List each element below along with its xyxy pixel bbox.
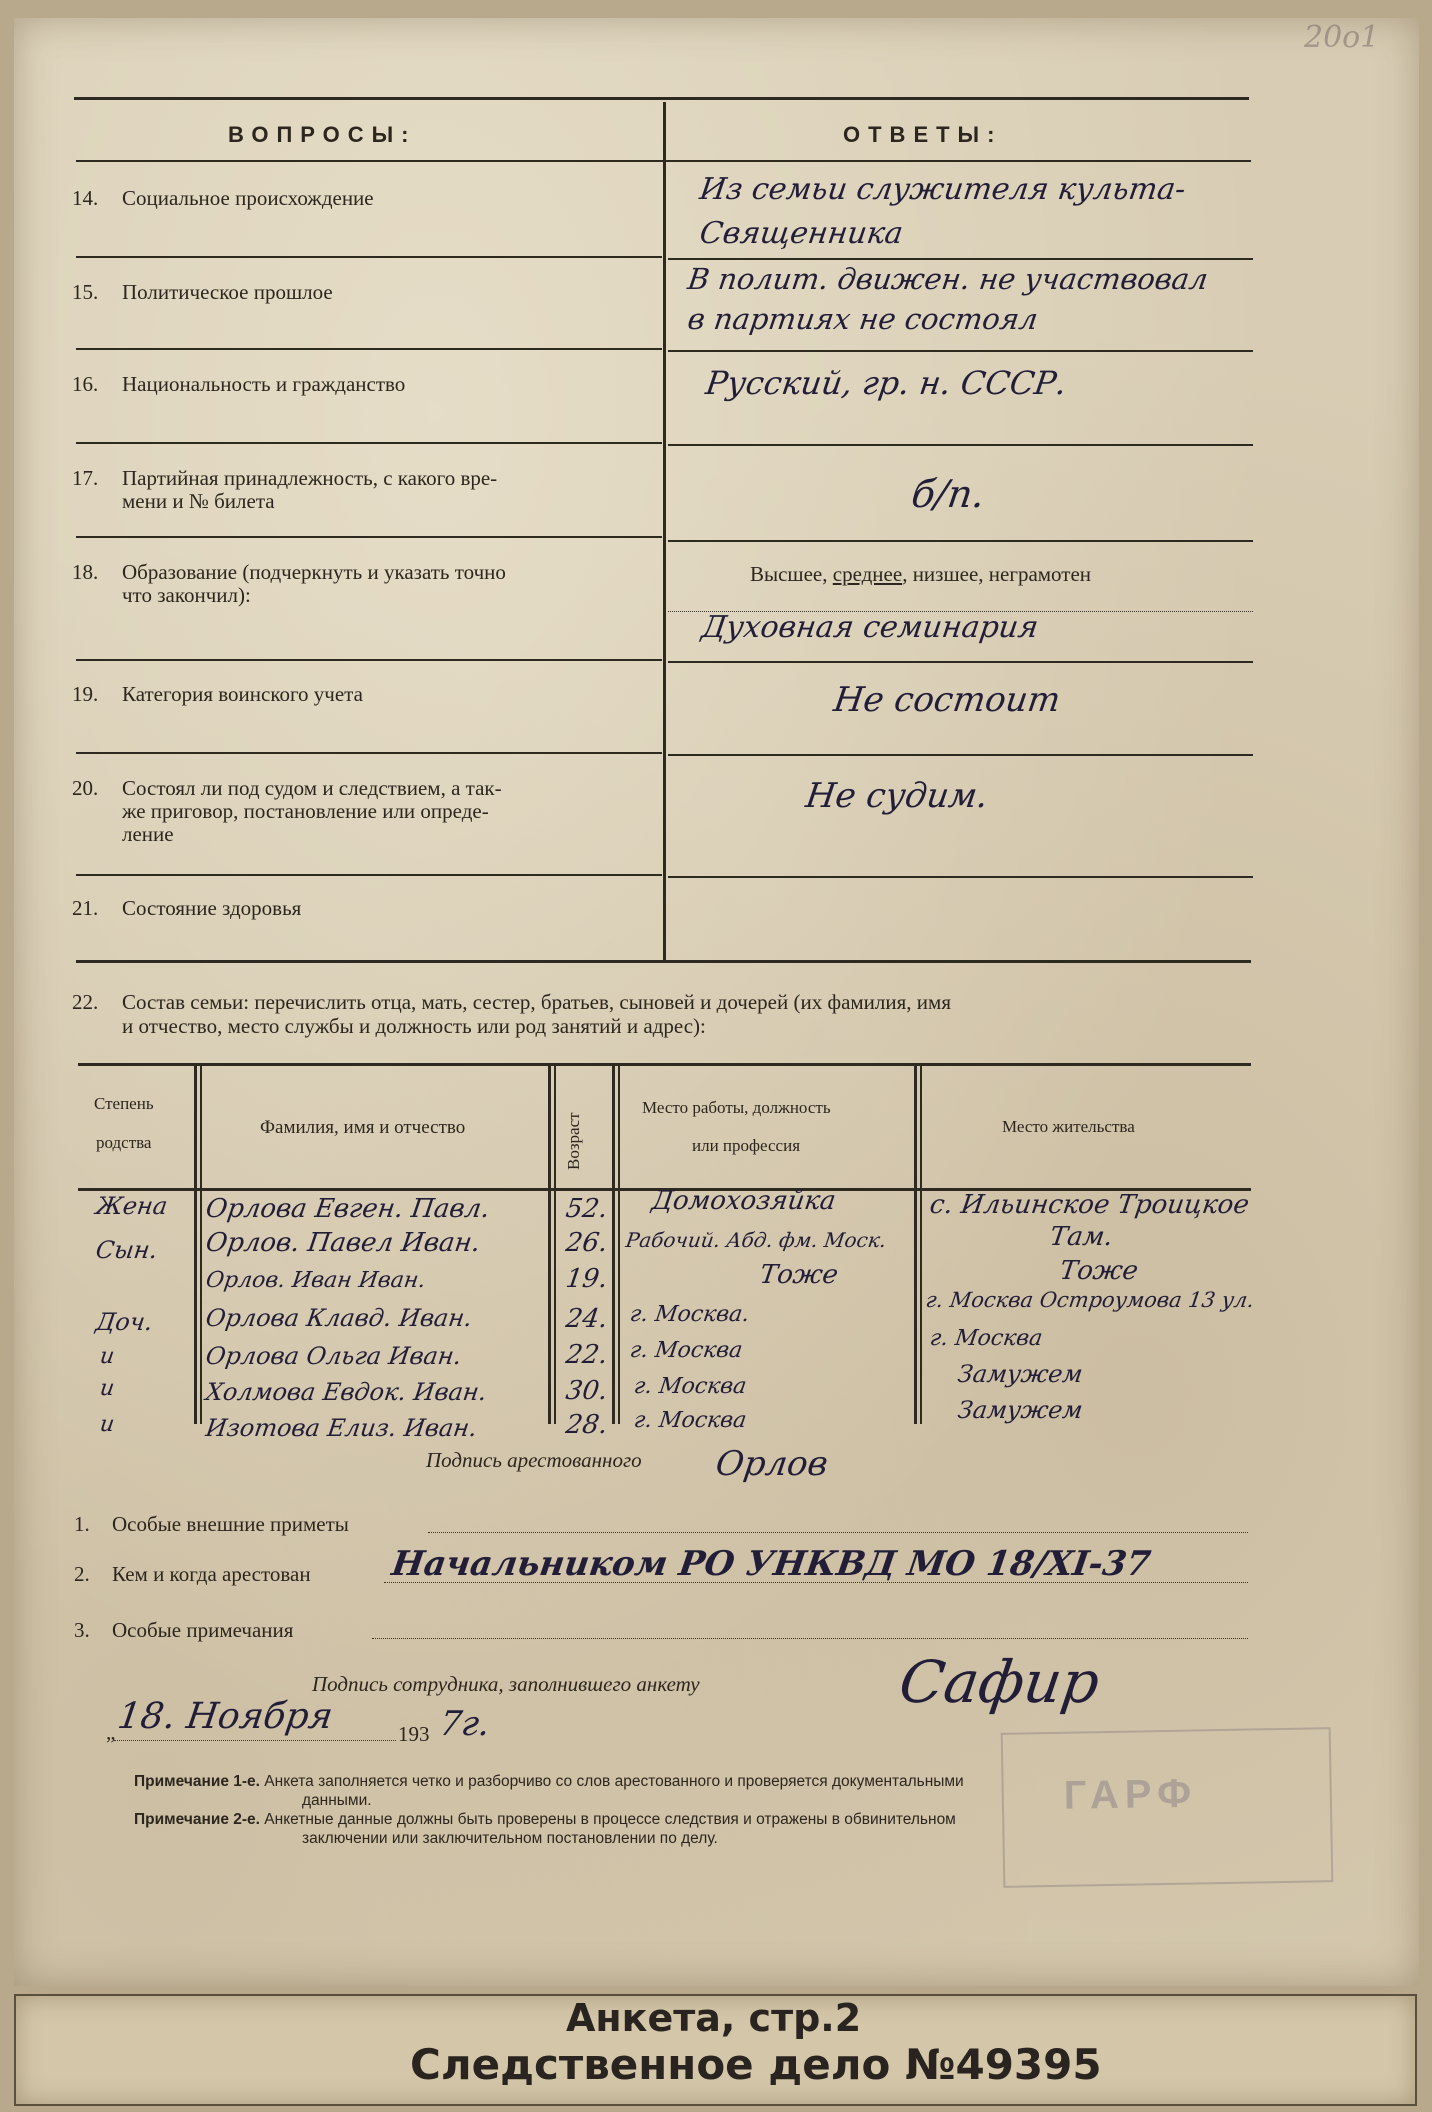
kin-cell: Сын.: [94, 1236, 160, 1264]
name-cell: Орлова Ольга Иван.: [204, 1342, 464, 1370]
row-line: [668, 540, 1253, 542]
name-cell: Орлов. Иван Иван.: [204, 1268, 428, 1293]
kin-cell: Жена: [94, 1192, 170, 1220]
row-line: [76, 348, 662, 350]
date-year-prefix: 193: [398, 1722, 430, 1746]
extra-1-label: Особые внешние приметы: [112, 1512, 349, 1536]
name-cell: Орлова Евген. Павл.: [203, 1194, 492, 1224]
q16-number: 16.: [72, 372, 99, 396]
age-cell: 28.: [563, 1410, 610, 1440]
work-cell: г. Москва.: [628, 1302, 752, 1327]
age-cell: 26.: [563, 1228, 610, 1258]
date-year-suffix: 7г.: [437, 1704, 493, 1744]
q19-label: Категория воинского учета: [122, 682, 363, 706]
q15-number: 15.: [72, 280, 99, 304]
extra-3-number: 3.: [74, 1618, 90, 1642]
work-cell: г. Москва: [632, 1408, 749, 1433]
q22-label-2: и отчество, место службы и должность или род занятий и адрес):: [122, 1014, 706, 1038]
kin-cell: и: [98, 1412, 116, 1437]
family-col-line: [914, 1066, 917, 1424]
arrested-signature-label: Подпись арестованного: [426, 1448, 642, 1472]
col-address: Место жительства: [1002, 1117, 1135, 1136]
extra-1-line: [428, 1532, 1248, 1533]
row-line: [668, 350, 1253, 352]
top-rule: [74, 97, 1249, 100]
row-line: [76, 874, 662, 876]
kin-cell: Доч.: [94, 1308, 155, 1336]
age-cell: 24.: [563, 1304, 610, 1334]
row-line: [76, 442, 662, 444]
work-cell: Тоже: [757, 1260, 841, 1290]
date-day-month: 18. Ноября: [115, 1696, 336, 1737]
date-line: [114, 1740, 396, 1741]
work-cell: г. Москва: [632, 1374, 749, 1399]
work-cell: Домохозяйка: [649, 1186, 838, 1216]
col-kin-1: Степень: [94, 1094, 154, 1113]
note-2-text-2: заключении или заключительном постановлении по делу.: [302, 1830, 718, 1847]
q15-answer-2: в партиях не состоял: [685, 302, 1041, 336]
family-col-line: [200, 1066, 202, 1424]
row-line: [76, 960, 1251, 963]
work-cell: г. Москва: [628, 1338, 745, 1363]
address-cell: г. Москва: [928, 1326, 1045, 1351]
officer-signature: Сафир: [895, 1648, 1104, 1716]
q19-answer: Не состоит: [831, 680, 1063, 720]
row-line: [76, 256, 662, 258]
q19-number: 19.: [72, 682, 99, 706]
note-2-label: Примечание 2-е.: [134, 1811, 260, 1828]
row-line: [668, 661, 1253, 663]
q18-answer: Духовная семинария: [699, 610, 1041, 645]
name-cell: Орлов. Павел Иван.: [203, 1228, 483, 1258]
extra-1-number: 1.: [74, 1512, 90, 1536]
q14-answer-2: Священника: [697, 216, 906, 251]
row-line: [668, 754, 1253, 756]
row-line: [76, 752, 662, 754]
family-col-line: [554, 1066, 556, 1424]
q20-answer: Не судим.: [803, 776, 991, 816]
arrested-signature: Орлов: [713, 1444, 831, 1484]
q22-number: 22.: [72, 990, 99, 1014]
note-1: [134, 1772, 1254, 1810]
row-line: [668, 258, 1253, 260]
q17-number: 17.: [72, 466, 99, 490]
age-cell: 19.: [563, 1264, 610, 1294]
date-quote: „: [106, 1720, 116, 1744]
q18-label-2: что закончил):: [122, 583, 251, 607]
family-col-line: [920, 1066, 922, 1424]
q17-answer: б/п.: [908, 472, 988, 516]
q21-number: 21.: [72, 896, 99, 920]
q15-answer-1: В полит. движен. не участвовал: [685, 262, 1211, 296]
family-table-top: [78, 1063, 1251, 1066]
age-cell: 52.: [563, 1194, 610, 1224]
address-cell: с. Ильинское Троицкое: [927, 1190, 1251, 1220]
row-line: [76, 659, 662, 661]
row-line: [76, 160, 1251, 162]
q18-label-1: Образование (подчеркнуть и указать точно: [122, 560, 506, 584]
q21-label: Состояние здоровья: [122, 896, 302, 920]
name-cell: Орлова Клавд. Иван.: [204, 1304, 474, 1332]
family-col-line: [194, 1066, 197, 1424]
q18-education-options: [750, 562, 1091, 587]
q17-label-1: Партийная принадлежность, с какого вре-: [122, 466, 498, 490]
family-col-line: [548, 1066, 551, 1424]
col-kin-2: родства: [96, 1133, 152, 1152]
extra-3-label: Особые примечания: [112, 1618, 294, 1642]
questions-header: ВОПРОСЫ:: [228, 122, 417, 147]
name-cell: Изотова Елиз. Иван.: [204, 1414, 479, 1442]
extra-2-value: Начальником РО УНКВД МО 18/XI-37: [389, 1544, 1153, 1584]
q20-label-3: ление: [122, 822, 174, 846]
kin-cell: и: [98, 1344, 116, 1369]
extra-2-label: Кем и когда арестован: [112, 1562, 311, 1586]
address-cell: Тоже: [1057, 1256, 1141, 1286]
answers-header: ОТВЕТЫ:: [843, 122, 1003, 147]
q18-number: 18.: [72, 560, 99, 584]
q17-label-2: мени и № билета: [122, 489, 275, 513]
row-line: [668, 444, 1253, 446]
note-1-text-2: данными.: [302, 1792, 372, 1809]
q14-answer-1: Из семьи служителя культа-: [697, 172, 1188, 207]
q15-label: Политическое прошлое: [122, 280, 333, 304]
age-cell: 30.: [563, 1376, 610, 1406]
column-divider: [663, 102, 666, 962]
name-cell: Холмова Евдок. Иван.: [204, 1378, 489, 1406]
extra-3-line: [372, 1638, 1248, 1639]
row-line: [668, 876, 1253, 878]
archive-number: 20о1: [1304, 20, 1380, 55]
q20-label-2: же приговор, постановление или опреде-: [122, 799, 489, 823]
note-1-text-1: Анкета заполняется четко и разборчиво со слов арестованного и проверяется документальными: [264, 1773, 964, 1790]
q16-label: Национальность и гражданство: [122, 372, 406, 396]
col-age: Возраст: [564, 1112, 583, 1170]
extra-2-number: 2.: [74, 1562, 90, 1586]
q14-number: 14.: [72, 186, 99, 210]
family-col-line: [618, 1066, 620, 1424]
kin-cell: и: [98, 1376, 116, 1401]
address-cell: Замужем: [956, 1396, 1085, 1424]
officer-signature-label: Подпись сотрудника, заполнившего анкету: [312, 1672, 700, 1696]
note-2-text-1: Анкетные данные должны быть проверены в процессе следствия и отражены в обвинительном: [264, 1811, 956, 1828]
address-cell: Там.: [1047, 1222, 1115, 1252]
q14-label: Социальное происхождение: [122, 186, 374, 210]
address-cell: г. Москва Остроумова 13 ул.: [924, 1288, 1256, 1312]
age-cell: 22.: [563, 1340, 610, 1370]
work-cell: Рабочий. Абд. фм. Моск.: [624, 1228, 888, 1252]
q22-label-1: Состав семьи: перечислить отца, мать, сестер, братьев, сыновей и дочерей (их фамилия, имя: [122, 990, 951, 1014]
option-higher: Высшее,: [750, 562, 833, 586]
address-cell: Замужем: [956, 1360, 1085, 1388]
archive-stamp: ГАРФ: [1001, 1727, 1334, 1888]
caption-line-2: Следственное дело №49395: [410, 2040, 1102, 2089]
option-secondary-underlined: среднее: [832, 562, 903, 586]
option-rest: , низшее, неграмотен: [902, 562, 1092, 586]
row-line: [76, 536, 662, 538]
q20-label-1: Состоял ли под судом и следствием, а так-: [122, 776, 502, 800]
q20-number: 20.: [72, 776, 99, 800]
col-work-1: Место работы, должность: [642, 1098, 831, 1117]
note-1-label: Примечание 1-е.: [134, 1773, 260, 1790]
family-col-line: [612, 1066, 615, 1424]
q16-answer: Русский, гр. н. СССР.: [703, 364, 1069, 402]
note-2: [134, 1810, 1254, 1848]
caption-line-1: Анкета, стр.2: [566, 1996, 862, 2040]
col-name: Фамилия, имя и отчество: [260, 1117, 466, 1138]
col-work-2: или профессия: [692, 1136, 801, 1155]
